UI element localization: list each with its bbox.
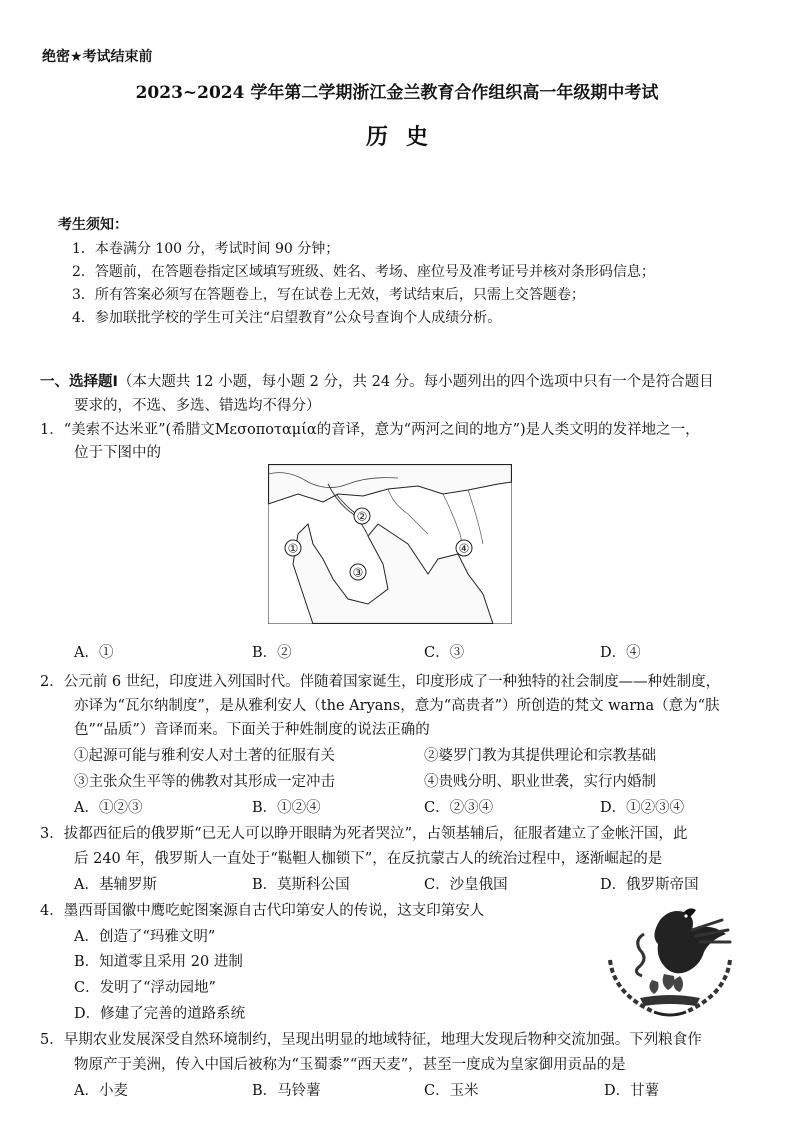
subject-title: 历史 [365, 124, 446, 150]
question-2-stem: 2．公元前 6 世纪，印度进入列国时代。伴随着国家诞生，印度形成了一种独特的社会制度——种姓制度， [40, 674, 721, 690]
q1-option-d[interactable]: D．④ [600, 645, 641, 661]
exam-title: 2023~2024 学年第二学期浙江金兰教育合作组织高一年级期中考试 [135, 83, 659, 103]
notice-heading: 考生须知： [58, 217, 128, 233]
question-3-stem-cont: 后 240 年，俄罗斯人一直处于“鞑靼人枷锁下”，在反抗蒙古人的统治过程中，逐渐崛起的是 [74, 851, 663, 867]
q2-statement-1: ①起源可能与雅利安人对土著的征服有关 [74, 748, 335, 764]
q2-statement-3: ③主张众生平等的佛教对其形成一定冲击 [74, 774, 335, 790]
section-heading [40, 370, 714, 391]
q3-option-a[interactable]: A．基辅罗斯 [74, 877, 157, 893]
question-3-stem: 3．拔都西征后的俄罗斯“已无人可以睁开眼睛为死者哭泣”，占领基辅后，征服者建立了金帐汗国，此 [40, 826, 688, 842]
q2-option-c[interactable]: C．②③④ [424, 800, 494, 816]
q5-option-c[interactable]: C．玉米 [424, 1083, 479, 1099]
question-1-stem-cont: 位于下图中的 [74, 445, 161, 461]
question-1-stem: 1．“美索不达米亚”(希腊文Μεσοποταμία的音译，意为“两河之间的地方”)是人类文明的发祥地之一， [40, 422, 700, 438]
section-desc: （本大题共 12 小题，每小题 2 分，共 24 分。每小题列出的四个选项中只有一个是符合题目 [117, 374, 714, 390]
question-5-stem: 5．早期农业发展深受自然环境制约，呈现出明显的地域特征，地理大发现后物种交流加强。下列粮食作 [40, 1032, 702, 1048]
question-2-stem-cont: 色”“品质”）音译而来。下面关于种姓制度的说法正确的 [74, 722, 430, 738]
q5-option-b[interactable]: B．马铃薯 [252, 1083, 321, 1099]
notice-item: 2．答题前，在答题卷指定区域填写班级、姓名、考场、座位号及准考证号并核对条形码信息； [72, 264, 655, 280]
notice-item: 4．参加联批学校的学生可关注“启望教育”公众号查询个人成绩分析。 [72, 310, 502, 326]
q1-option-c[interactable]: C．③ [424, 645, 465, 661]
notice-item: 1．本卷满分 100 分，考试时间 90 分钟； [72, 241, 340, 257]
q2-statement-4: ④贵贱分明、职业世袭，实行内婚制 [424, 774, 656, 790]
mexican-coat-of-arms-icon [600, 900, 740, 1020]
q4-option-d[interactable]: D．修建了完善的道路系统 [74, 1006, 246, 1022]
map-label-3: ③ [352, 565, 364, 580]
q4-option-b[interactable]: B．知道零且采用 20 进制 [74, 954, 243, 970]
q5-option-a[interactable]: A．小麦 [74, 1083, 128, 1099]
q1-option-b[interactable]: B．② [252, 645, 292, 661]
question-2-stem-cont: 亦译为“瓦尔纳制度”，是从雅利安人（the Aryans，意为“高贵者”）所创造的梵文 warna（意为“肤 [74, 698, 720, 714]
section-label: 一、选择题Ⅰ [40, 374, 118, 390]
q2-option-a[interactable]: A．①②③ [74, 800, 143, 816]
map-label-1: ① [287, 541, 299, 556]
q3-option-c[interactable]: C．沙皇俄国 [424, 877, 508, 893]
q2-option-d[interactable]: D．①②③④ [600, 800, 685, 816]
q3-option-d[interactable]: D．俄罗斯帝国 [600, 877, 699, 893]
section-desc-cont: 要求的，不选、多选、错选均不得分） [74, 398, 321, 414]
q1-option-a[interactable]: A．① [74, 645, 114, 661]
confidential-label: 绝密★考试结束前 [42, 49, 153, 65]
q5-option-d[interactable]: D．甘薯 [604, 1083, 660, 1099]
notice-item: 3．所有答案必须写在答题卷上，写在试卷上无效，考试结束后，只需上交答题卷； [72, 287, 585, 303]
map-label-2: ② [356, 509, 368, 524]
question-4-stem: 4．墨西哥国徽中鹰吃蛇图案源自古代印第安人的传说，这支印第安人 [40, 903, 485, 919]
q2-statement-2: ②婆罗门教为其提供理论和宗教基础 [424, 748, 656, 764]
q4-option-c[interactable]: C．发明了“浮动园地” [74, 980, 216, 996]
map-label-4: ④ [458, 541, 470, 556]
question-5-stem-cont: 物原产于美洲，传入中国后被称为“玉蜀黍”“西天麦”，甚至一度成为皇家御用贡品的是 [74, 1057, 626, 1073]
q2-option-b[interactable]: B．①②④ [252, 800, 321, 816]
region-map [268, 464, 512, 624]
q3-option-b[interactable]: B．莫斯科公国 [252, 877, 350, 893]
q4-option-a[interactable]: A．创造了“玛雅文明” [74, 929, 216, 945]
